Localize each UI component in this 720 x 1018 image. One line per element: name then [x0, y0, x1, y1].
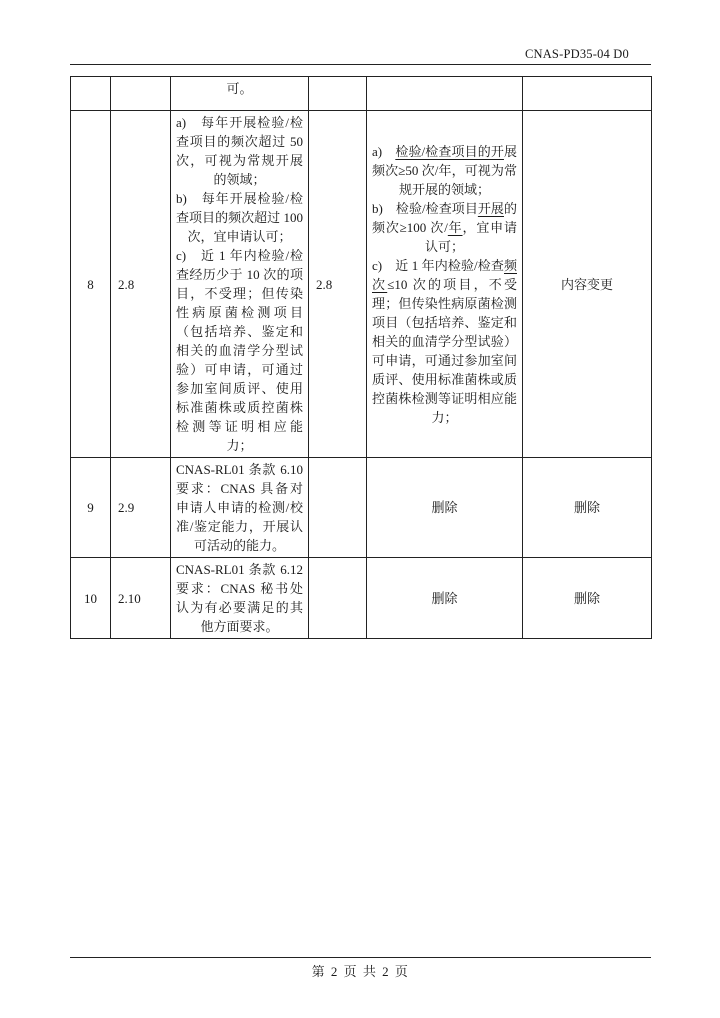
paragraph-c: c) 近 1 年内检验/检查经历少于 10 次的项目，不受理；但传染性病原菌检测项目（包括培养、鉴定和相关的血清学分型试验）可申请，可通过参加室间质评、使用标准菌株或质控菌株检测等证明相应能力；: [176, 248, 303, 453]
old-clause-cell: 2.8: [111, 111, 171, 458]
doc-code: CNAS-PD35-04 D0: [524, 47, 629, 61]
new-clause-cell: 2.8: [309, 111, 367, 458]
revision-comparison-table: [70, 76, 652, 639]
table-row-9: [71, 458, 652, 558]
table-row-10: [71, 558, 652, 639]
underlined-text: 开展: [477, 200, 504, 216]
new-text-cell: 删除: [367, 558, 523, 639]
change-type-cell: [523, 77, 652, 111]
paragraph-c: [372, 256, 517, 427]
paragraph-a: [372, 142, 517, 199]
page-number: 第 2 页 共 2 页: [311, 964, 410, 979]
old-text-cell: [171, 558, 309, 639]
old-text-cell: [171, 458, 309, 558]
new-clause-cell: [309, 458, 367, 558]
new-text-cell: [367, 77, 523, 111]
row-number-cell: 10: [71, 558, 111, 639]
new-text-cell: [367, 111, 523, 458]
text-segment: 展频次≥50 次/年，可视为常规开展的领域；: [372, 143, 517, 197]
old-text-cell: [171, 111, 309, 458]
new-clause-cell: [309, 77, 367, 111]
change-type-cell: 内容变更: [523, 111, 652, 458]
old-clause-cell: 2.10: [111, 558, 171, 639]
table-row-carryover: [71, 77, 652, 111]
text-segment: ，宜申请认可；: [424, 219, 517, 254]
underlined-text: 检验/检查项目的开: [395, 143, 504, 159]
text-segment: a): [372, 143, 396, 159]
underlined-text: 年: [447, 219, 463, 235]
underlined-text: 频次: [372, 257, 517, 292]
new-text-cell: 删除: [367, 458, 523, 558]
text-segment: b) 检验/检查项目: [372, 200, 478, 216]
old-clause-cell: 2.9: [111, 458, 171, 558]
change-type-cell: 删除: [523, 458, 652, 558]
row-number-cell: 8: [71, 111, 111, 458]
paragraph: 可。: [226, 81, 253, 96]
row-number-cell: [71, 77, 111, 111]
paragraph-b: b) 每年开展检验/检查项目的频次超过 100 次，宜申请认可；: [176, 191, 303, 244]
paragraph: CNAS-RL01 条款 6.10 要求：CNAS 具备对申请人申请的检测/校准/鉴定能力，开展认可活动的能力。: [176, 462, 303, 553]
change-type-cell: 删除: [523, 558, 652, 639]
text-segment: ≤10 次的项目，不受理；但传染性病原菌检测项目（包括培养、鉴定和相关的血清学分型试验）可申请，可通过参加室间质评、使用标准菌株或质控菌株检测等证明相应能力；: [372, 276, 517, 425]
header-rule: [70, 64, 651, 65]
paragraph-b: [372, 199, 517, 256]
text-segment: c) 近 1 年内检验/检查: [372, 257, 504, 273]
new-clause-cell: [309, 558, 367, 639]
old-text-cell: [171, 77, 309, 111]
text-segment: 的频次≥100 次/: [372, 200, 517, 235]
paragraph-a: a) 每年开展检验/检查项目的频次超过 50 次，可视为常规开展的领域；: [176, 115, 303, 187]
table-row-8: [71, 111, 652, 458]
footer-rule: [70, 957, 651, 958]
row-number-cell: 9: [71, 458, 111, 558]
paragraph: CNAS-RL01 条款 6.12 要求：CNAS 秘书处认为有必要满足的其他方面要求。: [176, 562, 303, 634]
old-clause-cell: [111, 77, 171, 111]
